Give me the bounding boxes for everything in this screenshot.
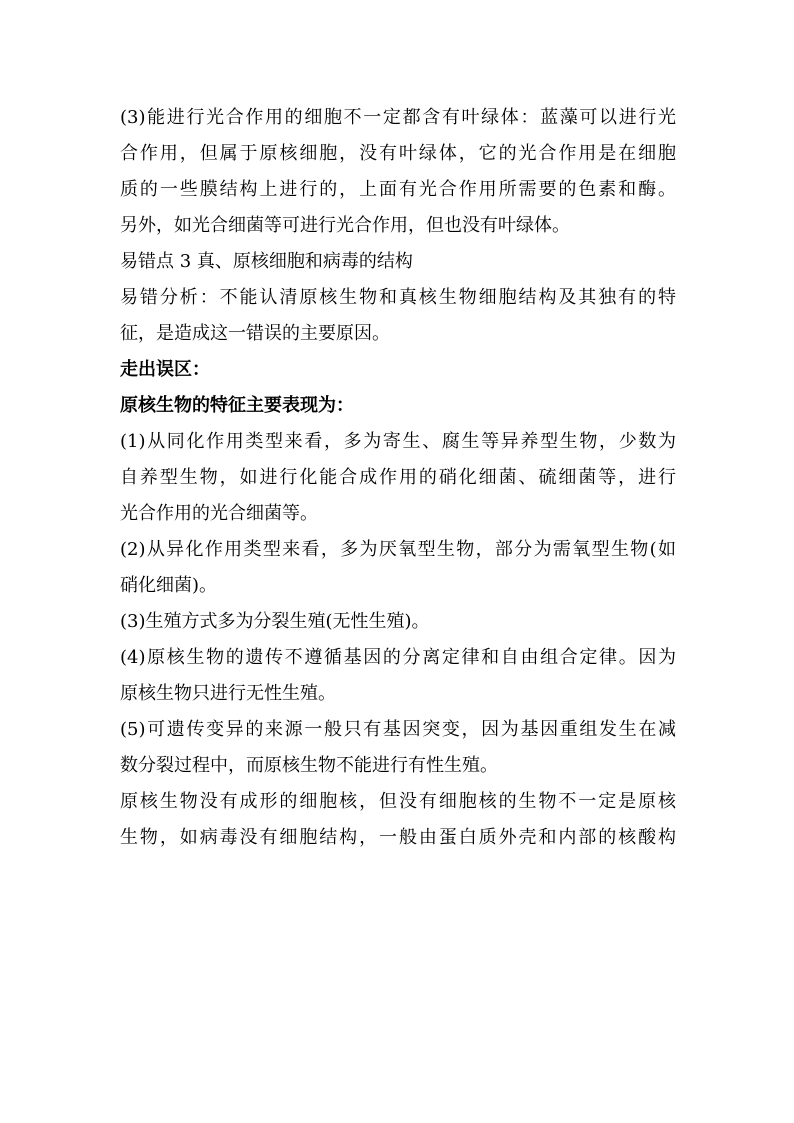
text-line: 征，是造成这一错误的主要原因。 [120, 323, 390, 344]
text-line: 原核生物没有成形的细胞核，但没有细胞核的生物不一定是原核 [120, 791, 676, 812]
bold-heading-line: 原核生物的特征主要表现为： [120, 395, 354, 416]
bold-heading-line: 走出误区： [120, 359, 210, 380]
text-line: (3)生殖方式多为分裂生殖(无性生殖)。 [120, 611, 430, 632]
text-line: (1)从同化作用类型来看，多为寄生、腐生等异养型生物，少数为 [120, 431, 676, 452]
document-body [120, 100, 676, 856]
text-line: (2)从异化作用类型来看，多为厌氧型生物，部分为需氧型生物(如 [120, 539, 676, 560]
text-line: 硝化细菌)。 [120, 575, 218, 596]
text-line: 原核生物只进行无性生殖。 [120, 683, 336, 704]
text-line: 质的一些膜结构上进行的，上面有光合作用所需要的色素和酶。 [120, 179, 676, 200]
text-line: 易错点 3 真、原核细胞和病毒的结构 [120, 251, 413, 272]
text-line: (4)原核生物的遗传不遵循基因的分离定律和自由组合定律。因为 [120, 647, 676, 668]
text-line: 生物，如病毒没有细胞结构，一般由蛋白质外壳和内部的核酸构 [120, 827, 676, 848]
text-line: 另外，如光合细菌等可进行光合作用，但也没有叶绿体。 [120, 215, 570, 236]
text-line: 合作用，但属于原核细胞，没有叶绿体，它的光合作用是在细胞 [120, 143, 676, 164]
text-line: (5)可遗传变异的来源一般只有基因突变，因为基因重组发生在减 [120, 719, 676, 740]
text-line: 数分裂过程中，而原核生物不能进行有性生殖。 [120, 755, 498, 776]
text-line: 自养型生物，如进行化能合成作用的硝化细菌、硫细菌等，进行 [120, 467, 676, 488]
text-line: 光合作用的光合细菌等。 [120, 503, 318, 524]
text-line: (3)能进行光合作用的细胞不一定都含有叶绿体：蓝藻可以进行光 [120, 107, 676, 128]
text-line: 易错分析：不能认清原核生物和真核生物细胞结构及其独有的特 [120, 287, 676, 308]
